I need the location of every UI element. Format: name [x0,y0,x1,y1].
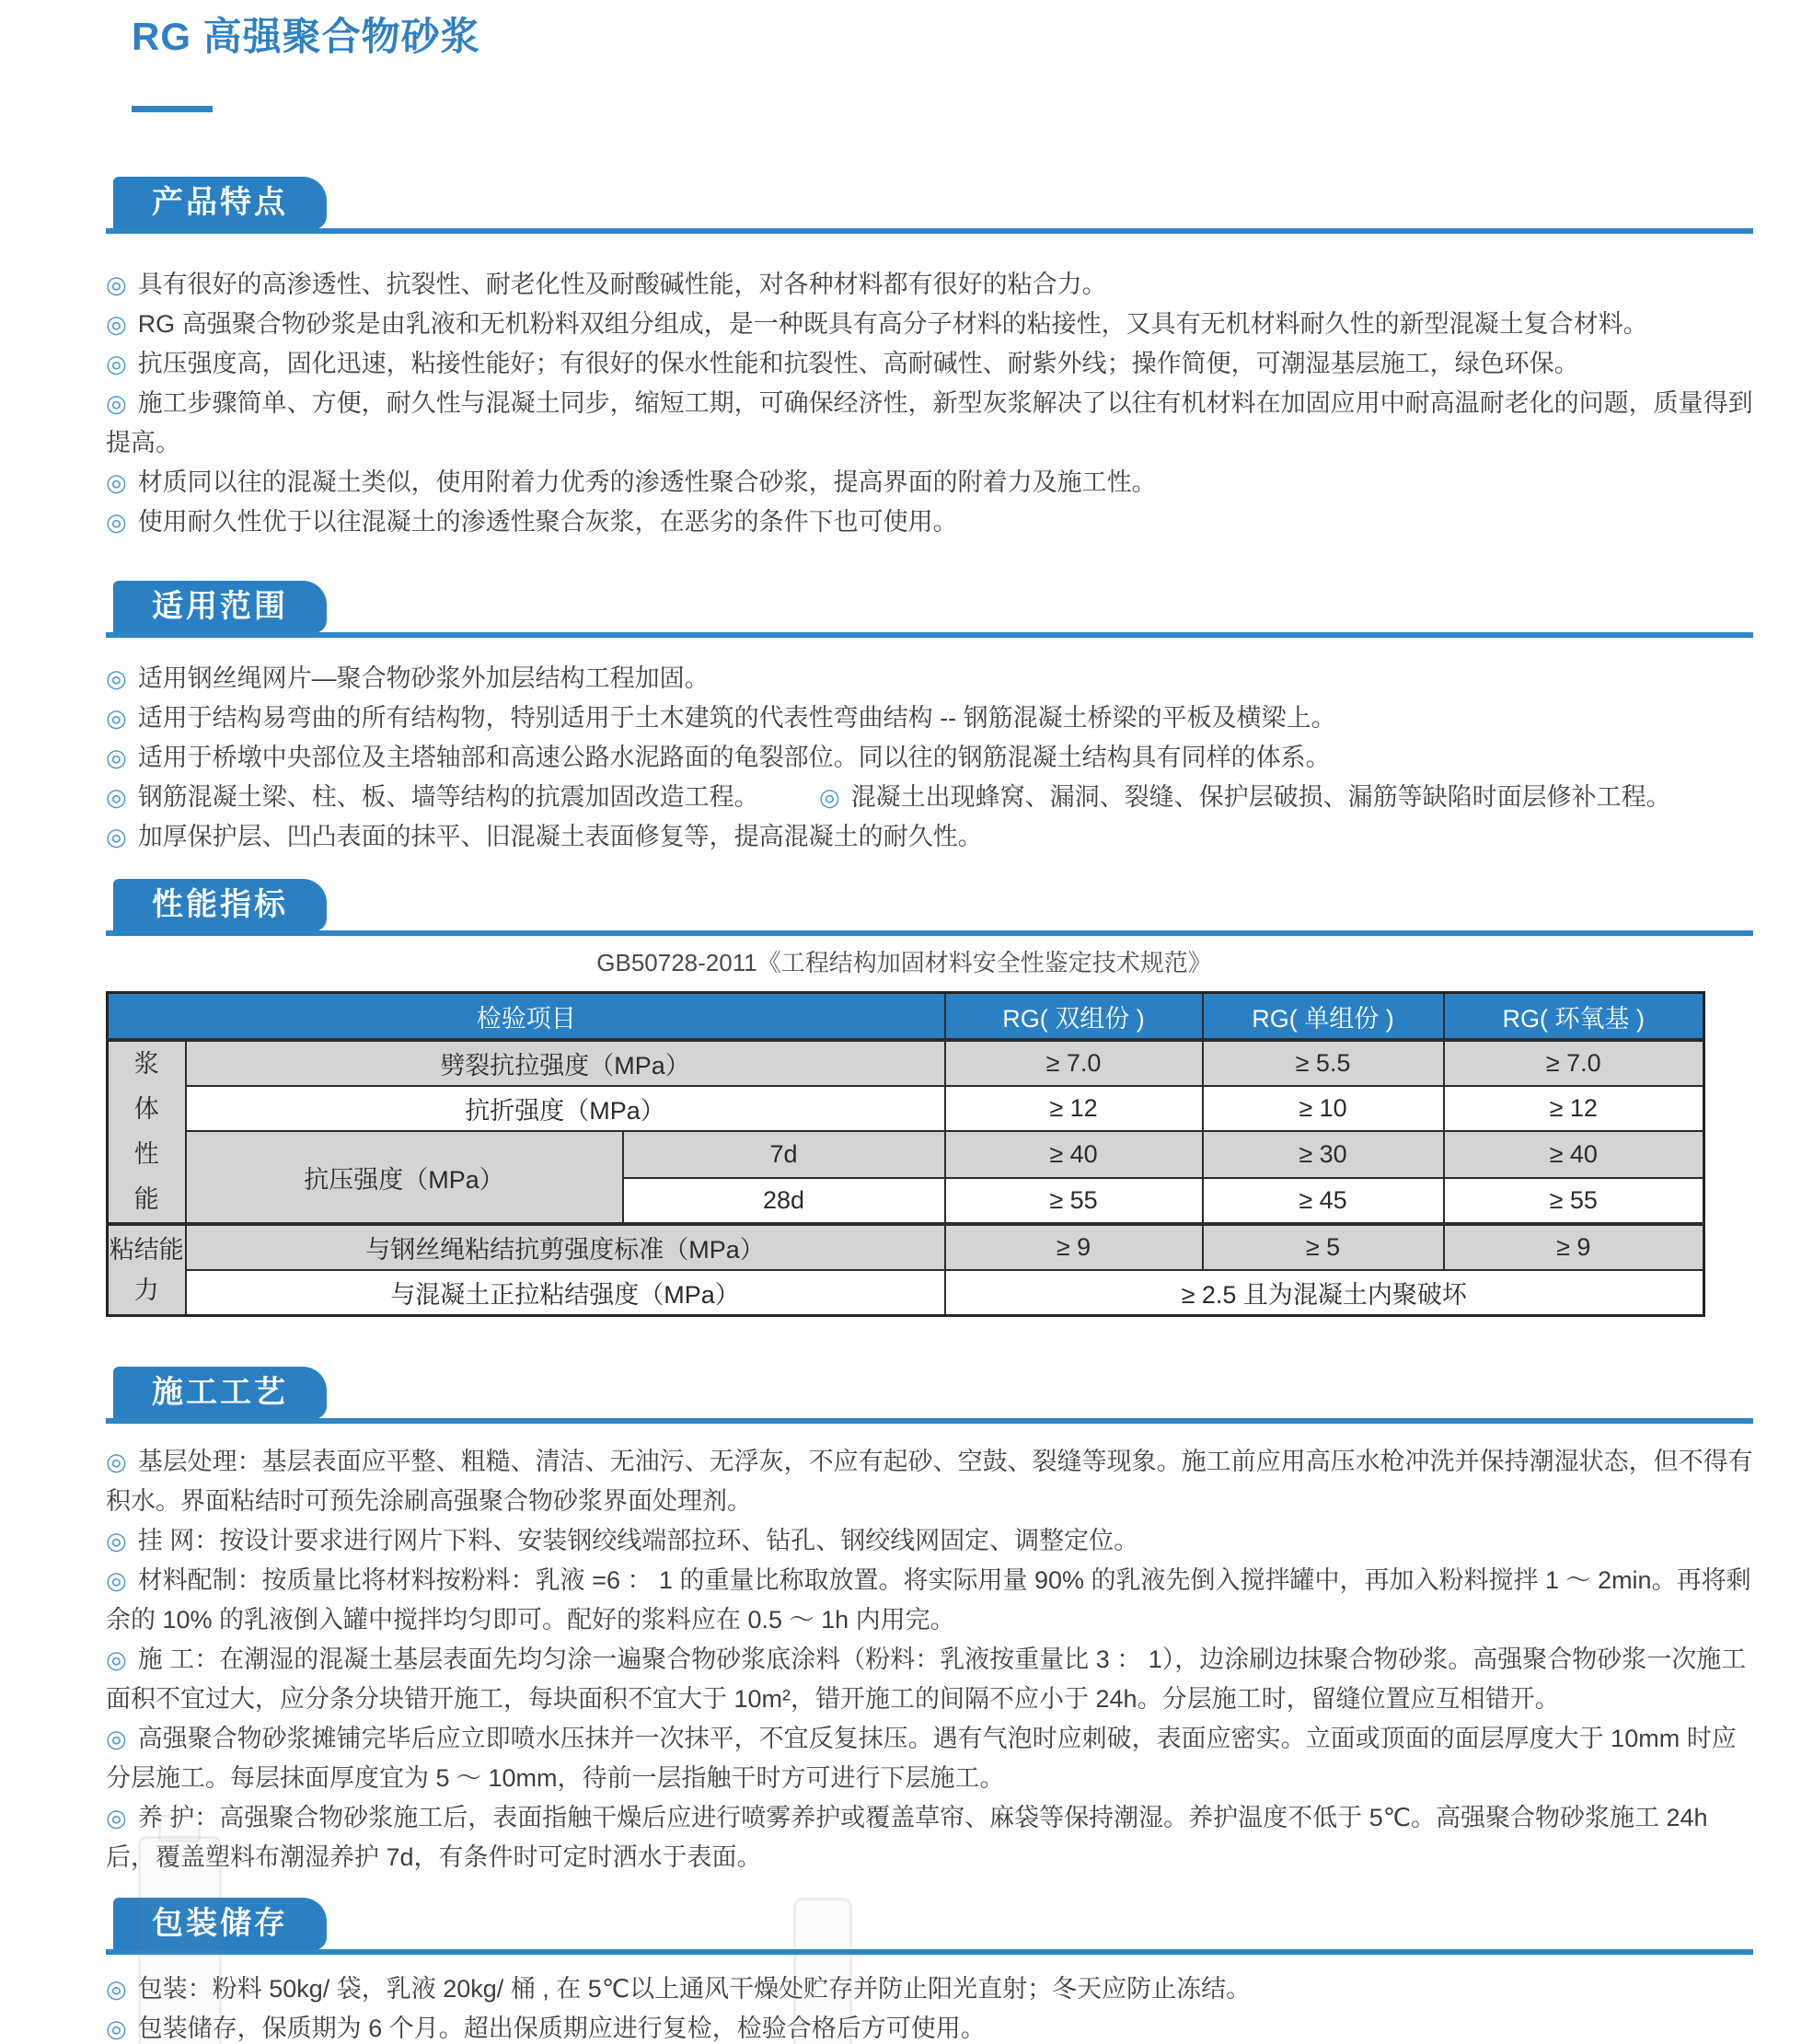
table-cell-value: ≥ 45 [1203,1178,1444,1224]
bullet-icon: ◎ [106,1448,127,1475]
bullet-icon: ◎ [106,1725,127,1752]
section-performance [106,879,1753,1317]
table-cell-label: 抗压强度（MPa） [186,1131,623,1224]
table-caption: GB50728-2011《工程结构加固材料安全性鉴定技术规范》 [596,949,1212,976]
bullet-icon: ◎ [106,2015,127,2042]
bullet-icon: ◎ [106,271,127,298]
section-rule [106,1949,1753,1955]
section-scope [106,581,1753,857]
table-cell-value: ≥ 40 [945,1131,1203,1178]
bullet-icon: ◎ [106,350,127,377]
table-cell-value: ≥ 7.0 [945,1040,1203,1086]
table-header-cell: 检验项目 [108,993,945,1041]
table-cell-value: ≥ 5.5 [1203,1040,1444,1086]
section-rule [106,930,1753,936]
table-cell-value: ≥ 40 [1444,1131,1704,1178]
list-item [106,659,1753,699]
list-item [106,1969,1753,2009]
scope-list [106,638,1753,857]
list-item-text: 包装：粉料 50kg/ 袋，乳液 20kg/ 桶 , 在 5℃以上通风干燥处贮存并防止阳光直射；冬天应防止冻结。 [137,1975,1252,2003]
list-item-text: 适用于结构易弯曲的所有结构物，特别适用于土木建筑的代表性弯曲结构 -- 钢筋混凝土桥梁的平板及横梁上。 [137,704,1336,732]
list-item [106,699,1753,738]
section-rule [106,228,1753,234]
table-row-compressive-7d [108,1131,1704,1178]
bullet-icon: ◎ [106,389,127,417]
section-header-process [106,1367,1753,1424]
table-cell-sublabel: 7d [623,1131,945,1178]
process-list [106,1424,1753,1877]
bullet-icon: ◎ [106,468,127,496]
list-item [106,463,1753,502]
list-item [106,1561,1753,1640]
list-item-text: 施工步骤简单、方便，耐久性与混凝土同步，缩短工期，可确保经济性，新型灰浆解决了以往有机材料在加固应用中耐高温耐老化的问题，质量得到提高。 [106,389,1753,456]
section-packaging [106,1898,1753,2044]
list-item-text: 具有很好的高渗透性、抗裂性、耐老化性及耐酸碱性能，对各种材料都有很好的粘合力。 [137,271,1107,298]
watermark-bottle-icon [793,1898,852,2044]
table-header-cell: RG( 环氧基 ) [1444,993,1704,1041]
list-item-text: 基层处理：基层表面应平整、粗糙、清洁、无油污、无浮灰，不应有起砂、空鼓、裂缝等现象。施工前应用高压水枪冲洗并保持潮湿状态，但不得有积水。界面粘结时可预先涂刷高强聚合物砂浆界面处理剂。 [106,1448,1753,1515]
section-rule [106,1418,1753,1424]
watermark-bottle-icon [138,1836,222,2044]
list-item [819,778,1753,817]
list-item-text: 挂 网：按设计要求进行网片下料、安装钢绞线端部拉环、钻孔、钢绞线网固定、调整定位。 [137,1527,1139,1554]
table-cell-value: ≥ 5 [1203,1224,1444,1270]
table-header-cell: RG( 双组份 ) [945,993,1203,1041]
section-rule [106,632,1753,638]
bullet-icon: ◎ [106,704,127,732]
list-item-text: 使用耐久性优于以往混凝土的渗透性聚合灰浆，在恶劣的条件下也可使用。 [137,508,958,536]
list-item-text: 抗压强度高，固化迅速，粘接性能好；有很好的保水性能和抗裂性、高耐碱性、耐紫外线；操作简便，可潮湿基层施工，绿色环保。 [137,350,1579,377]
bullet-icon: ◎ [106,310,127,338]
section-header-packaging [106,1898,1753,1955]
list-item [106,1640,1753,1719]
bullet-icon: ◎ [106,664,127,692]
list-item [106,305,1753,344]
table-cell-value: ≥ 12 [1444,1086,1704,1131]
table-cell-label: 抗折强度（MPa） [186,1086,945,1131]
list-item [106,2009,1753,2044]
bullet-icon: ◎ [106,744,127,771]
list-item [106,265,1753,305]
row-group-label: 浆体性能 [108,1040,186,1224]
table-cell-label: 与钢丝绳粘结抗剪强度标准（MPa） [186,1224,945,1270]
list-item-text: 加厚保护层、凹凸表面的抹平、旧混凝土表面修复等，提高混凝土的耐久性。 [137,823,983,850]
list-item [106,502,1753,542]
list-item-text: 材质同以往的混凝土类似，使用附着力优秀的渗透性聚合砂浆，提高界面的附着力及施工性。 [137,468,1157,496]
list-item-text: 混凝土出现蜂窝、漏洞、裂缝、保护层破损、漏筋等缺陷时面层修补工程。 [850,783,1671,811]
table-cell-value: ≥ 9 [1444,1224,1704,1270]
content [106,0,1753,2044]
list-item-text: 适用于桥墩中央部位及主塔轴部和高速公路水泥路面的龟裂部位。同以往的钢筋混凝土结构具有同样的体系。 [137,744,1331,771]
features-list [106,234,1753,542]
list-item-text: 包装储存，保质期为 6 个月。超出保质期应进行复检，检验合格后方可使用。 [137,2015,986,2042]
list-item-text: 钢筋混凝土梁、柱、板、墙等结构的抗震加固改造工程。 [137,783,759,811]
section-badge-packaging: 包装储存 [113,1898,327,1950]
table-row-splitting [108,1040,1704,1086]
section-badge-performance: 性能指标 [113,879,327,931]
list-item-text: 养 护：高强聚合物砂浆施工后，表面指触干燥后应进行喷雾养护或覆盖草帘、麻袋等保持潮湿。养护温度不低于 5℃。高强聚合物砂浆施工 24h 后，覆盖塑料布潮湿养护 7d，有条件时可定时洒水于表面。 [106,1804,1708,1871]
list-item [106,1798,1753,1877]
bullet-icon: ◎ [106,783,127,811]
list-item [106,344,1753,384]
bullet-icon: ◎ [106,1646,127,1673]
list-item-text: 施 工：在潮湿的混凝土基层表面先均匀涂一遍聚合物砂浆底涂料（粉料：乳液按重量比 3 ： 1），边涂刷边抹聚合物砂浆。高强聚合物砂浆一次施工面积不宜过大，应分条分块错开施工，每块面积不宜大于 10m²，错开施工的间隔不应小于 24h。分层施工时，留缝位置应互相错开。 [106,1646,1747,1713]
page-title: RG 高强聚合物砂浆 [132,15,480,58]
table-cell-value: ≥ 10 [1203,1086,1444,1131]
list-item [106,778,819,817]
table-cell-label: 劈裂抗拉强度（MPa） [186,1040,945,1086]
row-group-label: 粘结能力 [108,1224,186,1316]
list-item [106,1442,1753,1521]
table-row-tensile-bond [108,1270,1704,1316]
list-item [106,817,1753,857]
list-item-pair [106,778,1753,817]
list-item [106,738,1753,778]
bullet-icon: ◎ [819,783,840,811]
section-badge-features: 产品特点 [113,177,327,229]
list-item-text: RG 高强聚合物砂浆是由乳液和无机粉料双组分组成，是一种既具有高分子材料的粘接性，又具有无机材料耐久性的新型混凝土复合材料。 [137,310,1648,338]
table-cell-value: ≥ 9 [945,1224,1203,1270]
list-item-text: 高强聚合物砂浆摊铺完毕后应立即喷水压抹并一次抹平，不宜反复抹压。遇有气泡时应刺破，表面应密实。立面或顶面的面层厚度大于 10mm 时应分层施工。每层抹面厚度宜为 5 ～ 10mm，待前一层指触干时方可进行下层施工。 [106,1725,1737,1792]
bullet-icon: ◎ [106,1566,127,1594]
bullet-icon: ◎ [106,508,127,536]
section-badge-process: 施工工艺 [113,1367,327,1419]
bullet-icon: ◎ [106,1975,127,2003]
table-cell-label: 与混凝土正拉粘结强度（MPa） [186,1270,945,1316]
section-badge-scope: 适用范围 [113,581,327,633]
section-header-scope [106,581,1753,638]
table-row-shear [108,1224,1704,1270]
performance-table [106,991,1705,1317]
table-header-row [108,993,1704,1041]
table-cell-value: ≥ 7.0 [1444,1040,1704,1086]
table-row-flexural [108,1086,1704,1131]
bullet-icon: ◎ [106,1804,127,1831]
table-cell-value: ≥ 30 [1203,1131,1444,1178]
list-item [106,1521,1753,1561]
title-underline [132,106,213,112]
table-cell-value: ≥ 55 [945,1178,1203,1224]
list-item [106,384,1753,463]
bullet-icon: ◎ [106,1527,127,1554]
section-header-features [106,177,1753,234]
section-process [106,1367,1753,1877]
section-features [106,177,1753,542]
list-item-text: 材料配制：按质量比将材料按粉料：乳液 =6 ： 1 的重量比称取放置。将实际用量 90% 的乳液先倒入搅拌罐中，再加入粉料搅拌 1 ～ 2min。再将剩余的 10% 的乳液倒入罐中搅拌均匀即可。配好的浆料应在 0.5 ～ 1h 内用完。 [106,1566,1751,1634]
section-header-performance [106,879,1753,936]
table-cell-value: ≥ 12 [945,1086,1203,1131]
table-header-cell: RG( 单组份 ) [1203,993,1444,1041]
bullet-icon: ◎ [106,823,127,850]
table-cell-value: ≥ 55 [1444,1178,1704,1224]
table-cell-value: ≥ 2.5 且为混凝土内聚破坏 [945,1270,1704,1316]
watermark-bottle-cap-icon [158,1815,201,1842]
list-item-text: 适用钢丝绳网片—聚合物砂浆外加层结构工程加固。 [137,664,710,692]
table-cell-sublabel: 28d [623,1178,945,1224]
list-item [106,1719,1753,1798]
packaging-list [106,1955,1753,2044]
